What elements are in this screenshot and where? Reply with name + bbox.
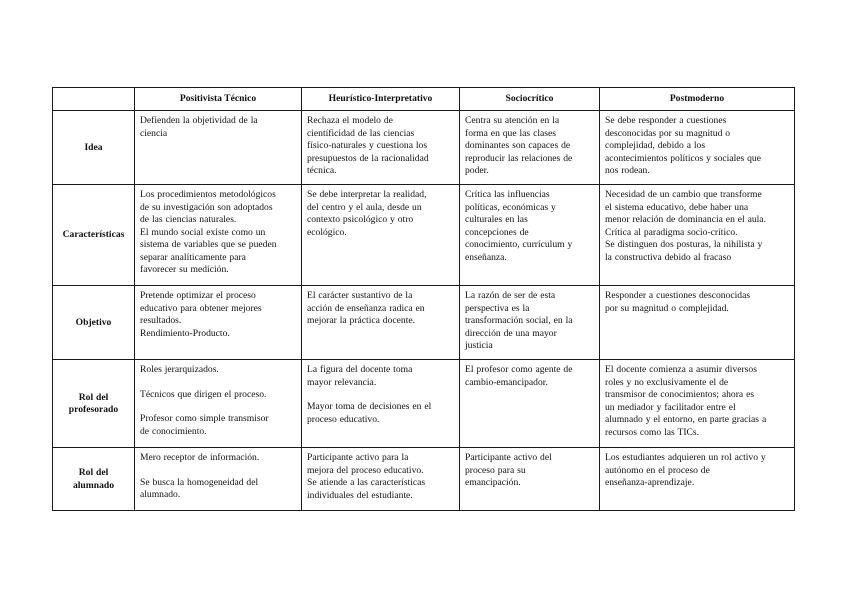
cell-text-line: Participante activo del: [465, 452, 552, 463]
cell-text-line: contexto psicológico y otro: [307, 214, 414, 225]
cell-text-line: alumnado: [72, 479, 115, 491]
cell-text-line: [140, 465, 296, 477]
header-postmoderno: Postmoderno: [600, 88, 795, 111]
cell-text-line: nos rodean.: [605, 165, 650, 176]
cell-text-line: acontecimientos políticos y sociales que: [605, 152, 761, 164]
cell-alumnado-positivista: [135, 448, 302, 511]
cell-text-line: políticas, económicas y: [465, 201, 556, 213]
cell-text-line: de conocimiento.: [140, 425, 207, 437]
cell-caracteristicas-postmoderno: [600, 185, 795, 286]
cell-alumnado-postmoderno: [600, 448, 795, 511]
cell-text-line: [140, 401, 296, 413]
cell-text-line: Se busca la homogeneidad del: [140, 476, 259, 488]
header-sociocritico: Sociocrítico: [460, 88, 600, 111]
cell-text-line: [140, 377, 296, 389]
cell-text-line: perspectiva es la: [465, 302, 530, 314]
cell-text-line: Los procedimientos metodológicos: [140, 189, 276, 200]
cell-text-line: desconocidas por su magnitud o: [605, 127, 731, 139]
row-label-objetivo: Objetivo: [53, 286, 135, 360]
cell-text-line: ciencia: [140, 127, 168, 139]
cell-text-line: favorecer su medición.: [140, 264, 229, 275]
cell-text-line: El docente comienza a asumir diversos: [605, 364, 757, 375]
cell-text-line: separar analíticamente para: [140, 251, 246, 263]
cell-text-line: Necesidad de un cambio que transforme: [605, 189, 762, 200]
cell-text-line: [307, 389, 454, 401]
cell-text-line: Crítica las influencias: [465, 189, 550, 200]
cell-text-line: acción de enseñanza radica en: [307, 302, 425, 314]
cell-text-line: La figura del docente toma: [307, 364, 413, 375]
cell-text-line: un mediador y facilitador entre el: [605, 401, 736, 413]
table-row-rol-profesorado: [53, 360, 795, 448]
cell-objetivo-postmoderno: [600, 286, 795, 360]
cell-text-line: profesorado: [68, 404, 119, 415]
cell-text-line: concepciones de: [465, 226, 529, 238]
cell-text-line: Participante activo para la: [307, 452, 409, 463]
row-label-rol-alumnado: [53, 448, 135, 511]
cell-text-line: culturales en las: [465, 214, 528, 225]
table-header-row: [53, 88, 795, 111]
row-label-rol-profesorado: [53, 360, 135, 448]
cell-text-line: enseñanza.: [465, 251, 507, 263]
cell-idea-sociocritico: [460, 111, 600, 185]
cell-text-line: mayor relevancia.: [307, 376, 377, 388]
cell-text-line: alumnado y el entorno, en parte gracias a: [605, 414, 767, 425]
cell-text-line: Pretende optimizar el proceso: [140, 290, 256, 301]
cell-text-line: Se distinguen dos posturas, la nihilista y: [605, 239, 763, 250]
cell-text-line: El mundo social existe como un: [140, 226, 266, 238]
cell-text-line: poder.: [465, 165, 489, 176]
header-corner-cell: [53, 88, 135, 111]
cell-text-line: enseñanza-aprendizaje.: [605, 477, 695, 488]
cell-text-line: emancipación.: [465, 477, 521, 488]
row-label-idea: Idea: [53, 111, 135, 185]
table-row-caracteristicas: [53, 185, 795, 286]
cell-text-line: Profesor como simple transmisor: [140, 413, 269, 424]
cell-text-line: del centro y el aula, desde un: [307, 201, 422, 213]
cell-text-line: Roles jerarquizados.: [140, 364, 219, 375]
cell-text-line: justicia: [465, 340, 493, 351]
cell-alumnado-sociocritico: [460, 448, 600, 511]
cell-text-line: Responder a cuestiones desconocidas: [605, 290, 751, 301]
cell-text-line: científicidad de las ciencias: [307, 127, 415, 139]
cell-text-line: roles y no exclusivamente el de: [605, 376, 729, 388]
cell-text-line: proceso para su: [465, 464, 526, 476]
cell-caracteristicas-positivista: [135, 185, 302, 286]
cell-text-line: El carácter sustantivo de la: [307, 290, 413, 301]
cell-text-line: Rendimiento-Producto.: [140, 327, 230, 339]
cell-text-line: de las ciencias naturales.: [140, 214, 237, 225]
table-row-idea: [53, 111, 795, 185]
cell-text-line: Los estudiantes adquieren un rol activo y: [605, 452, 766, 463]
cell-text-line: por su magnitud o complejidad.: [605, 302, 729, 314]
cell-text-line: Rol del: [78, 391, 109, 403]
cell-text-line: recursos como las TICs.: [605, 426, 700, 438]
cell-text-line: el sistema educativo, debe haber una: [605, 201, 749, 213]
cell-text-line: Rol del: [78, 467, 109, 478]
cell-text-line: Se debe interpretar la realidad,: [307, 189, 427, 200]
cell-text-line: individuales del estudiante.: [307, 489, 413, 501]
cell-text-line: ecológico.: [307, 226, 347, 238]
cell-text-line: Crítica al paradigma socio-crítico.: [605, 226, 738, 238]
cell-text-line: presupuestos de la racionalidad: [307, 152, 429, 164]
cell-text-line: autónomo en el proceso de: [605, 464, 710, 476]
cell-text-line: mejorar la práctica docente.: [307, 315, 416, 326]
cell-text-line: alumnado.: [140, 489, 181, 500]
cell-text-line: Se atiende a las características: [307, 477, 426, 488]
cell-profesorado-heuristico: [302, 360, 460, 448]
row-label-caracteristicas: Características: [53, 185, 135, 286]
cell-text-line: dirección de una mayor: [465, 327, 557, 339]
table-row-rol-alumnado: [53, 448, 795, 511]
cell-objetivo-heuristico: [302, 286, 460, 360]
cell-text-line: educativo para obtener mejores: [140, 302, 262, 314]
cell-text-line: reproducir las relaciones de: [465, 152, 573, 164]
cell-text-line: Se debe responder a cuestiones: [605, 115, 727, 126]
cell-text-line: Mero receptor de información.: [140, 452, 260, 463]
cell-caracteristicas-heuristico: [302, 185, 460, 286]
cell-text-line: Mayor toma de decisiones en el: [307, 401, 432, 412]
cell-text-line: Técnicos que dirigen el proceso.: [140, 388, 267, 400]
header-heuristico: Heurístico-Interpretativo: [302, 88, 460, 111]
cell-text-line: complejidad, debido a los: [605, 140, 706, 151]
cell-text-line: transformación social, en la: [465, 315, 573, 326]
cell-text-line: dominantes son capaces de: [465, 140, 571, 151]
cell-objetivo-positivista: [135, 286, 302, 360]
cell-objetivo-sociocritico: [460, 286, 600, 360]
cell-text-line: La razón de ser de esta: [465, 290, 556, 301]
cell-profesorado-positivista: [135, 360, 302, 448]
cell-text-line: transmisor de conocimientos; ahora es: [605, 389, 755, 400]
cell-text-line: físico-naturales y cuestiona los: [307, 140, 428, 151]
cell-idea-heuristico: [302, 111, 460, 185]
cell-text-line: mejora del proceso educativo.: [307, 464, 424, 476]
cell-caracteristicas-sociocritico: [460, 185, 600, 286]
cell-idea-positivista: [135, 111, 302, 185]
cell-text-line: la constructiva debido al fracaso: [605, 251, 732, 263]
cell-profesorado-postmoderno: [600, 360, 795, 448]
table-row-objetivo: [53, 286, 795, 360]
cell-text-line: Defienden la objetividad de la: [140, 115, 258, 126]
cell-text-line: sistema de variables que se pueden: [140, 239, 277, 250]
cell-text-line: conocimiento, currículum y: [465, 239, 573, 250]
cell-text-line: forma en que las clases: [465, 127, 556, 139]
header-positivista: Positivista Técnico: [135, 88, 302, 111]
cell-text-line: Rechaza el modelo de: [307, 115, 393, 126]
cell-alumnado-heuristico: [302, 448, 460, 511]
cell-text-line: proceso educativo.: [307, 413, 380, 425]
paradigms-comparison-table: [52, 87, 795, 511]
cell-text-line: Centra su atención en la: [465, 115, 560, 126]
cell-idea-postmoderno: [600, 111, 795, 185]
cell-text-line: técnica.: [307, 165, 337, 176]
cell-text-line: resultados.: [140, 315, 182, 326]
cell-text-line: menor relación de dominancia en el aula.: [605, 214, 766, 225]
cell-text-line: de su investigación son adoptados: [140, 201, 273, 213]
cell-text-line: cambio-emancipador.: [465, 376, 548, 388]
cell-profesorado-sociocritico: [460, 360, 600, 448]
cell-text-line: El profesor como agente de: [465, 364, 573, 375]
